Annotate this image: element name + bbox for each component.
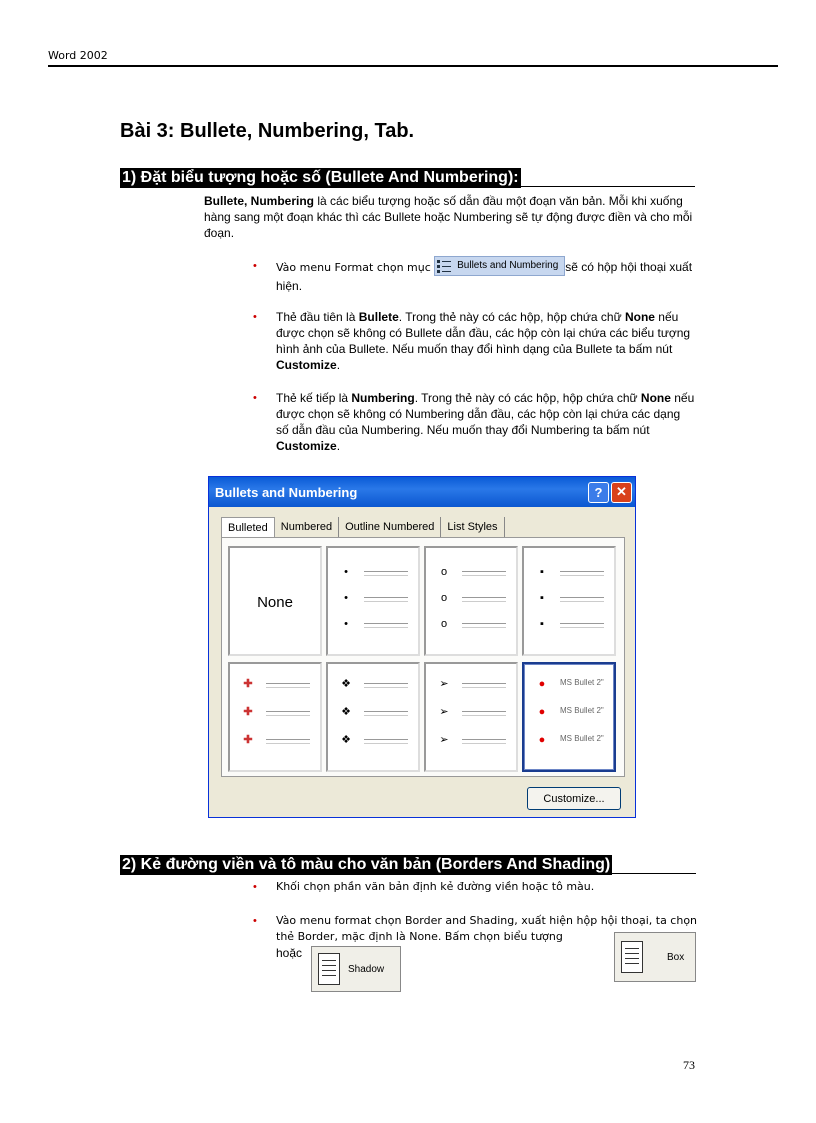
bullet-style-square[interactable] <box>522 546 616 656</box>
bullets-and-numbering-label: Bullets and Numbering <box>457 260 559 271</box>
intro-rest: là các biểu tượng hoặc số dẫn đầu một đoạn văn bản. Mỗi khi xuống hàng sang một đoạn khác thì các Bullete hoặc Numbering sẽ tự động được điền và cho mỗi đoạn. <box>204 194 693 240</box>
customize-button[interactable]: Customize... <box>527 787 621 810</box>
dialog-tabs <box>221 517 505 537</box>
color-cross-bullet-icon: ✚ <box>243 734 253 746</box>
dialog-title-bar[interactable] <box>209 477 635 507</box>
bullet-text: Khối chọn phần văn bản định kẻ đường viền hoặc tô màu. <box>276 880 595 893</box>
section1-intro <box>204 193 696 241</box>
shadow-border-option[interactable] <box>311 946 401 992</box>
four-diamond-bullet-icon: ❖ <box>341 678 351 690</box>
arrowhead-bullet-icon: ➢ <box>439 678 449 690</box>
section1-heading <box>120 168 695 188</box>
circle-bullet-icon: o <box>440 566 448 578</box>
tab-outline-numbered[interactable]: Outline Numbered <box>339 517 441 537</box>
bullet-style-ms-bullet-selected[interactable] <box>522 662 616 772</box>
bullet-text: Thẻ đầu tiên là Bullete. Trong thẻ này có các hộp, hộp chứa chữ None nếu được chọn sẽ không có Bullete dẫn đầu, các hộp còn lại chứa các biểu tượng hình ảnh của Bullete. Nếu muốn thay đổi hình dạng của Bullete ta bấm nút Customize. <box>276 310 691 372</box>
tab-list-styles[interactable]: List Styles <box>441 517 504 537</box>
square-bullet-icon: ▪ <box>540 618 544 630</box>
bullet-style-grid <box>228 546 616 772</box>
bullet-style-arrow[interactable] <box>424 662 518 772</box>
ms-bullet-label: MS Bullet 2" <box>560 734 604 743</box>
square-bullet-icon: ▪ <box>540 566 544 578</box>
box-label: Box <box>667 951 685 963</box>
four-diamond-bullet-icon: ❖ <box>341 706 351 718</box>
bullet-dot: • <box>253 881 257 893</box>
bullet-style-none[interactable] <box>228 546 322 656</box>
shadow-label: Shadow <box>348 963 385 975</box>
arrowhead-bullet-icon: ➢ <box>439 706 449 718</box>
bullet1-post: sẽ có hộp hội thoại xuất hiện. <box>276 260 693 293</box>
page-number: 73 <box>683 1058 695 1072</box>
bullet1-pre: Vào menu Format chọn mục <box>276 261 431 275</box>
disc-bullet-icon: • <box>344 618 348 630</box>
bullet-dot: • <box>253 311 257 323</box>
bullet-style-cross[interactable] <box>228 662 322 772</box>
running-header: Word 2002 <box>48 49 108 62</box>
none-label: None <box>257 594 293 611</box>
close-button[interactable]: ✕ <box>611 482 632 503</box>
bullet-text <box>276 258 696 294</box>
circle-bullet-icon: o <box>440 618 448 630</box>
red-dot-bullet-icon: ● <box>538 734 546 746</box>
color-cross-bullet-icon: ✚ <box>243 678 253 690</box>
box-border-option[interactable] <box>614 932 696 982</box>
ms-bullet-label: MS Bullet 2" <box>560 706 604 715</box>
lesson-title: Bài 3: Bullete, Numbering, Tab. <box>120 120 415 142</box>
tab-numbered[interactable]: Numbered <box>275 517 339 537</box>
bullet-dot: • <box>253 915 257 927</box>
header-rule <box>48 65 778 67</box>
bullets-numbering-dialog <box>208 476 636 818</box>
bullet-style-circle[interactable] <box>424 546 518 656</box>
bullet-list-icon <box>437 259 451 273</box>
disc-bullet-icon: • <box>344 566 348 578</box>
section2-heading <box>120 855 696 875</box>
bullet-style-diamond[interactable] <box>326 662 420 772</box>
bullet-style-disc[interactable] <box>326 546 420 656</box>
section2-heading-rule <box>612 873 696 874</box>
bullet-dot: • <box>253 392 257 404</box>
dialog-title: Bullets and Numbering <box>215 484 358 500</box>
red-dot-bullet-icon: ● <box>538 706 546 718</box>
square-bullet-icon: ▪ <box>540 592 544 604</box>
ms-bullet-label: MS Bullet 2" <box>560 678 604 687</box>
document-icon <box>318 953 340 985</box>
arrowhead-bullet-icon: ➢ <box>439 734 449 746</box>
four-diamond-bullet-icon: ❖ <box>341 734 351 746</box>
section2-heading-text: 2) Kẻ đường viền và tô màu cho văn bản (Borders And Shading) <box>122 856 611 873</box>
bullet-dot: • <box>253 260 257 272</box>
bullet-text: Vào menu format chọn Border and Shading, xuất hiện hộp hội thoại, ta chọn thẻ Border, mặc định là None. Bấm chọn biểu tượng <box>276 914 698 943</box>
bullets-and-numbering-menu-item[interactable] <box>434 256 565 276</box>
bullet-text: Thẻ kế tiếp là Numbering. Trong thẻ này có các hộp, hộp chứa chữ None nếu được chọn sẽ không có Numbering dẫn đầu, các hộp còn lại chứa các dạng số dẫn đầu của Numbering. Nếu muốn thay đổi Numbering ta bấm nút Customize. <box>276 391 695 453</box>
tab-bulleted[interactable]: Bulleted <box>221 517 275 537</box>
section1-heading-text: 1) Đặt biểu tượng hoặc số (Bullete And Numbering): <box>122 169 519 186</box>
bulleted-panel <box>221 537 625 777</box>
disc-bullet-icon: • <box>344 592 348 604</box>
help-button[interactable]: ? <box>588 482 609 503</box>
document-icon <box>621 941 643 973</box>
color-cross-bullet-icon: ✚ <box>243 706 253 718</box>
intro-bold: Bullete, Numbering <box>204 194 315 208</box>
red-dot-bullet-icon: ● <box>538 678 546 690</box>
section1-heading-rule <box>521 186 695 187</box>
circle-bullet-icon: o <box>440 592 448 604</box>
hoac-text: hoặc <box>276 946 303 960</box>
